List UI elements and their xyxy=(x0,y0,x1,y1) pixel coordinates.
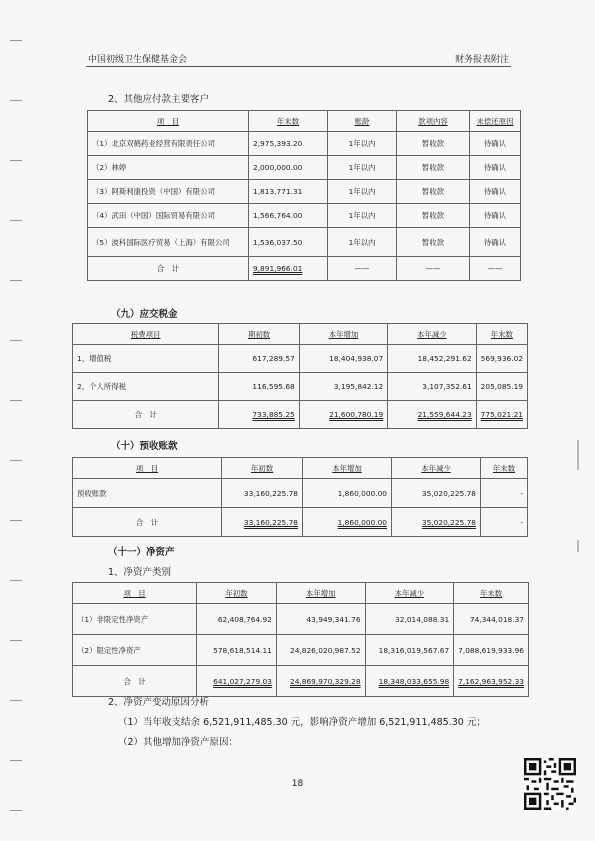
column-header: 款项内容 xyxy=(397,111,470,132)
binding-mark xyxy=(10,340,22,341)
cell-reason: 待确认 xyxy=(470,228,521,257)
cell-total-label: 合 计 xyxy=(73,666,197,697)
column-header: 本年减少 xyxy=(392,458,481,479)
cell-decrease: 18,452,291.62 xyxy=(388,345,476,373)
cell-opening: 617,289.57 xyxy=(219,345,299,373)
binding-mark xyxy=(10,400,22,401)
table-row xyxy=(73,604,529,635)
cell-total-increase: 21,600,780.19 xyxy=(299,401,387,429)
cell-total-decrease: 18,348,033,655.98 xyxy=(365,666,454,697)
cell-opening: 578,618,514.11 xyxy=(197,635,277,666)
table-total-row xyxy=(73,401,528,429)
edge-mark xyxy=(577,440,579,470)
cell-item: 2、个人所得税 xyxy=(73,373,219,401)
cell-item: 预收账款 xyxy=(73,479,222,508)
table-row xyxy=(73,479,528,508)
section-title-net-assets: （十一）净资产 xyxy=(108,547,175,558)
column-header: 本年增加 xyxy=(276,583,365,604)
section-title-other-payables: 2、其他应付款主要客户 xyxy=(108,94,210,105)
column-header: 本年减少 xyxy=(365,583,454,604)
table-row xyxy=(73,373,528,401)
column-header: 年末数 xyxy=(249,111,328,132)
table-total-row xyxy=(73,508,528,537)
qr-code-icon xyxy=(524,758,576,810)
binding-mark xyxy=(10,760,22,761)
table-header-row xyxy=(73,458,528,479)
table-total-row xyxy=(88,257,521,281)
cell-amount: 2,000,000.00 xyxy=(249,156,328,180)
cell-total-decrease: 21,559,644.23 xyxy=(388,401,476,429)
cell-opening: 116,595.68 xyxy=(219,373,299,401)
binding-mark xyxy=(10,700,22,701)
section-subtitle-net-assets-type: 1、净资产类别 xyxy=(108,567,172,578)
section-title-advance: （十）预收账款 xyxy=(111,441,178,452)
cell-total-increase: 24,869,970,329.28 xyxy=(276,666,365,697)
table-row xyxy=(88,132,521,156)
cell-decrease: 35,020,225.78 xyxy=(392,479,481,508)
cell-item: （1）非限定性净资产 xyxy=(73,604,197,635)
cell-increase: 1,860,000.00 xyxy=(303,479,392,508)
table-row xyxy=(88,204,521,228)
cell-total-closing: 7,162,963,952.33 xyxy=(454,666,529,697)
cell-total-increase: 1,860,000.00 xyxy=(303,508,392,537)
cell-total-label: 合 计 xyxy=(73,508,222,537)
binding-mark xyxy=(10,460,22,461)
cell-age: 1年以内 xyxy=(328,180,397,204)
column-header: 税费项目 xyxy=(73,324,219,345)
cell-decrease: 3,107,352.61 xyxy=(388,373,476,401)
cell-closing: 569,936.02 xyxy=(476,345,527,373)
cell-content: 暂收款 xyxy=(397,228,470,257)
cell-age: 1年以内 xyxy=(328,132,397,156)
binding-mark xyxy=(10,280,22,281)
cell-content: 暂收款 xyxy=(397,132,470,156)
cell-item: （5）波科国际医疗贸易（上海）有限公司 xyxy=(88,228,249,257)
cell-opening: 33,160,225.78 xyxy=(222,479,303,508)
cell-closing: 7,088,619,933.96 xyxy=(454,635,529,666)
cell-reason: 待确认 xyxy=(470,132,521,156)
binding-mark xyxy=(10,520,22,521)
analysis-line-1: （1）当年收支结余 6,521,911,485.30 元，影响净资产增加 6,521,911,485.30 元； xyxy=(118,717,486,728)
column-header: 本年减少 xyxy=(388,324,476,345)
cell-increase: 3,195,842.12 xyxy=(299,373,387,401)
table-header-row xyxy=(88,111,521,132)
binding-mark xyxy=(10,100,22,101)
cell-item: （1）北京双鹤药业经营有限责任公司 xyxy=(88,132,249,156)
cell-reason: 待确认 xyxy=(470,180,521,204)
cell-item: 1、增值税 xyxy=(73,345,219,373)
cell-decrease: 18,316,019,567.67 xyxy=(365,635,454,666)
binding-mark xyxy=(10,810,22,811)
cell-content: 暂收款 xyxy=(397,156,470,180)
column-header: 年末数 xyxy=(454,583,529,604)
binding-mark xyxy=(10,640,22,641)
cell-closing: - xyxy=(481,479,528,508)
cell-total-dash: —— xyxy=(397,257,470,281)
binding-mark xyxy=(10,160,22,161)
table-row xyxy=(73,635,529,666)
cell-total-opening: 733,885.25 xyxy=(219,401,299,429)
cell-total-label: 合 计 xyxy=(88,257,249,281)
column-header: 项 目 xyxy=(88,111,249,132)
header-rule xyxy=(86,66,511,67)
analysis-title: 2、净资产变动原因分析 xyxy=(108,697,210,708)
column-header: 账龄 xyxy=(328,111,397,132)
header-doc-title: 财务报表附注 xyxy=(454,55,509,65)
cell-total-dash: —— xyxy=(470,257,521,281)
net-assets-table xyxy=(72,582,529,697)
binding-mark xyxy=(10,40,22,41)
table-row xyxy=(73,345,528,373)
table-total-row xyxy=(73,666,529,697)
cell-reason: 待确认 xyxy=(470,204,521,228)
cell-decrease: 32,014,088.31 xyxy=(365,604,454,635)
cell-total-amount: 9,891,966.01 xyxy=(249,257,328,281)
column-header: 年末数 xyxy=(481,458,528,479)
cell-increase: 43,949,341.76 xyxy=(276,604,365,635)
cell-amount: 1,566,764.00 xyxy=(249,204,328,228)
taxes-table xyxy=(72,323,528,429)
cell-total-label: 合 计 xyxy=(73,401,219,429)
cell-item: （2）限定性净资产 xyxy=(73,635,197,666)
cell-content: 暂收款 xyxy=(397,180,470,204)
cell-increase: 24,826,020,987.52 xyxy=(276,635,365,666)
cell-age: 1年以内 xyxy=(328,228,397,257)
cell-total-closing: - xyxy=(481,508,528,537)
analysis-line-2: （2）其他增加净资产原因： xyxy=(118,737,239,748)
cell-age: 1年以内 xyxy=(328,204,397,228)
table-row xyxy=(88,180,521,204)
binding-mark xyxy=(10,580,22,581)
cell-amount: 1,813,771.31 xyxy=(249,180,328,204)
cell-total-closing: 775,021.21 xyxy=(476,401,527,429)
cell-total-decrease: 35,020,225.78 xyxy=(392,508,481,537)
header-org: 中国初级卫生保健基金会 xyxy=(88,55,188,65)
cell-opening: 62,408,764.92 xyxy=(197,604,277,635)
cell-item: （4）武田（中国）国际贸易有限公司 xyxy=(88,204,249,228)
cell-amount: 1,536,037.50 xyxy=(249,228,328,257)
cell-total-opening: 33,160,225.78 xyxy=(222,508,303,537)
table-row xyxy=(88,156,521,180)
cell-item: （3）阿斯利康投资（中国）有限公司 xyxy=(88,180,249,204)
cell-closing: 205,085.19 xyxy=(476,373,527,401)
cell-age: 1年以内 xyxy=(328,156,397,180)
column-header: 年初数 xyxy=(197,583,277,604)
edge-mark xyxy=(577,540,579,552)
other-payables-table xyxy=(87,110,521,281)
cell-total-opening: 641,027,279.03 xyxy=(197,666,277,697)
cell-total-dash: —— xyxy=(328,257,397,281)
column-header: 未偿还原因 xyxy=(470,111,521,132)
table-header-row xyxy=(73,324,528,345)
table-row xyxy=(88,228,521,257)
cell-amount: 2,975,393.20 xyxy=(249,132,328,156)
section-title-taxes: （九）应交税金 xyxy=(111,309,178,320)
column-header: 项 目 xyxy=(73,458,222,479)
page-number: 18 xyxy=(291,779,304,789)
cell-item: （2）林婷 xyxy=(88,156,249,180)
column-header: 年末数 xyxy=(476,324,527,345)
column-header: 本年增加 xyxy=(299,324,387,345)
column-header: 本年增加 xyxy=(303,458,392,479)
cell-closing: 74,344,018.37 xyxy=(454,604,529,635)
table-header-row xyxy=(73,583,529,604)
cell-increase: 18,404,938.07 xyxy=(299,345,387,373)
advance-receipts-table xyxy=(72,457,528,537)
cell-reason: 待确认 xyxy=(470,156,521,180)
column-header: 项 目 xyxy=(73,583,197,604)
column-header: 年初数 xyxy=(222,458,303,479)
column-header: 期初数 xyxy=(219,324,299,345)
cell-content: 暂收款 xyxy=(397,204,470,228)
binding-mark xyxy=(10,220,22,221)
